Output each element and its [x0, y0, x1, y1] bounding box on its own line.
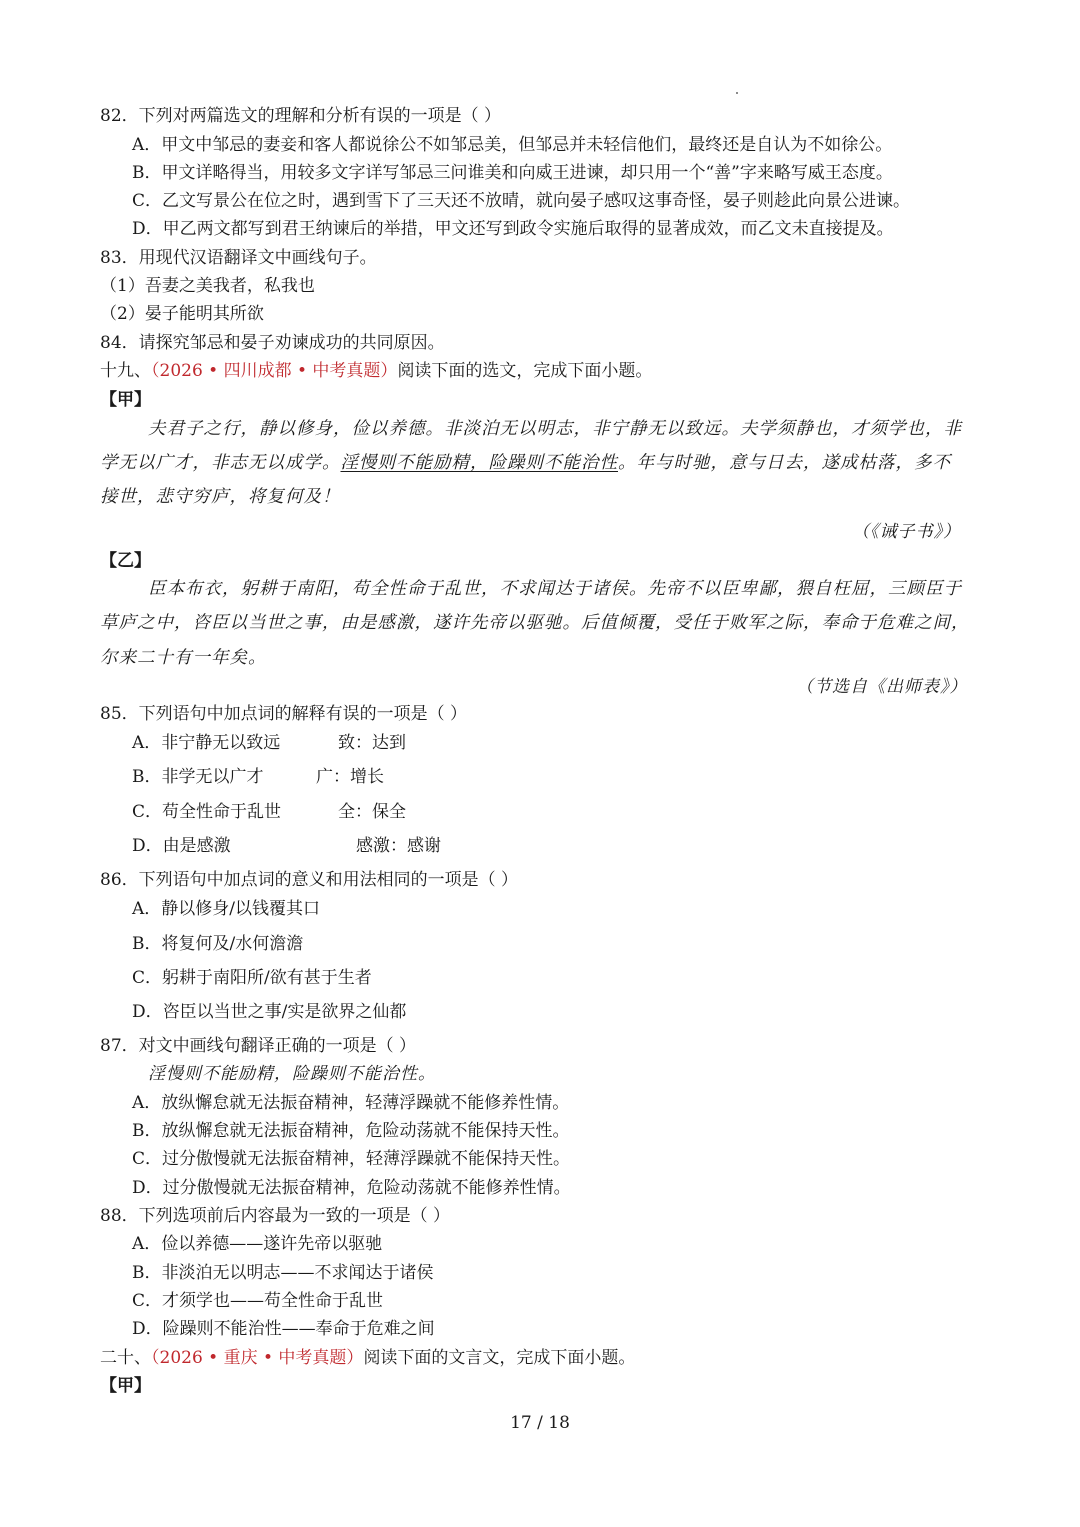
section-20-instruction: 阅读下面的文言文，完成下面小题。: [363, 1348, 636, 1368]
q82-option-c: C．乙文写景公在位之时，遇到雪下了三天还不放晴，就向晏子感叹这事奇怪，晏子则趁此向景公进谏。: [132, 191, 911, 211]
q88-option-b: B．非淡泊无以明志——不求闻达于诸侯: [132, 1263, 434, 1283]
jia-underlined-sentence: 淫慢则不能励精，险躁则不能治性: [340, 453, 618, 473]
q87-option-b: B．放纵懈怠就无法振奋精神，危险动荡就不能保持天性。: [132, 1121, 570, 1141]
yi-passage-line-1: 臣本布衣，躬耕于南阳，苟全性命于乱世，不求闻达于诸侯。先帝不以臣卑鄙，猥自枉屈，三顾臣于: [148, 579, 962, 599]
q82-option-d: D．甲乙两文都写到君王纳谏后的举措，甲文还写到政令实施后取得的显著成效，而乙文未直接提及。: [132, 219, 894, 239]
section-19-jia-label: 【甲】: [100, 390, 151, 410]
q82-option-b: B．甲文详略得当，用较多文字详写邹忌三问谁美和向威王进谏，却只用一个“善”字来略写威王态度。: [132, 163, 893, 183]
section-19-yi-label: 【乙】: [100, 551, 151, 571]
jia-passage-line-2: [100, 452, 951, 474]
q87-option-d: D．过分傲慢就无法振奋精神，危险动荡就不能修养性情。: [132, 1178, 571, 1198]
section-20-header: [100, 1347, 635, 1369]
q82-stem: 82．下列对两篇选文的理解和分析有误的一项是（ ）: [100, 106, 502, 126]
q85-option-b: [132, 766, 264, 788]
q88-stem: 88．下列选项前后内容最为一致的一项是（ ）: [100, 1206, 451, 1226]
q83-item-1: （1）吾妻之美我者，私我也: [100, 276, 315, 296]
q85-option-d: [132, 835, 231, 857]
q86-option-c: C．躬耕于南阳所/欲有甚于生者: [132, 968, 372, 988]
q85-option-a: [132, 732, 280, 754]
q88-option-d: D．险躁则不能治性——奉命于危难之间: [132, 1319, 435, 1339]
q85-option-c: [132, 801, 281, 823]
q83-item-2: （2）晏子能明其所欲: [100, 304, 264, 324]
q85-option-b-gloss: 广：增长: [316, 767, 384, 787]
yi-source: （节选自《出师表》）: [796, 677, 968, 697]
section-20-jia-label: 【甲】: [100, 1376, 151, 1396]
jia-passage-line-2-start: 学无以广才，非志无以成学。: [100, 453, 341, 473]
section-19-instruction: 阅读下面的选文，完成下面小题。: [397, 361, 653, 381]
q88-option-c: C．才须学也——苟全性命于乱世: [132, 1291, 384, 1311]
q88-option-a: A．俭以养德——遂许先帝以驱驰: [132, 1234, 383, 1254]
q85-option-b-text: B．非学无以广才: [132, 767, 264, 787]
q87-quote: 淫慢则不能励精，险躁则不能治性。: [148, 1064, 436, 1084]
q86-stem: 86．下列语句中加点词的意义和用法相同的一项是（ ）: [100, 870, 519, 890]
yi-passage-line-2: 草庐之中，咨臣以当世之事，由是感激，遂许先帝以驱驰。后值倾覆，受任于败军之际，奉命于危难之间，: [100, 613, 970, 633]
q85-stem: 85．下列语句中加点词的解释有误的一项是（ ）: [100, 704, 468, 724]
section-19-source: （2026 • 四川成都 • 中考真题）: [151, 361, 398, 381]
q85-option-c-gloss: 全：保全: [338, 802, 406, 822]
section-20-source: （2026 • 重庆 • 中考真题）: [151, 1348, 364, 1368]
jia-passage-line-1: 夫君子之行，静以修身，俭以养德。非淡泊无以明志，非宁静无以致远。夫学须静也，才须学也，非: [148, 419, 962, 439]
jia-source: （《诫子书》）: [852, 522, 961, 542]
q84-stem: 84．请探究邹忌和晏子劝谏成功的共同原因。: [100, 333, 445, 353]
q87-option-c: C．过分傲慢就无法振奋精神，轻薄浮躁就不能保持天性。: [132, 1149, 571, 1169]
q87-option-a: A．放纵懈怠就无法振奋精神，轻薄浮躁就不能修养性情。: [132, 1093, 570, 1113]
q85-option-a-text: A．非宁静无以致远: [132, 733, 281, 753]
q86-option-a: A．静以修身/以钱覆其口: [132, 899, 321, 919]
q86-option-b: B．将复何及/水何澹澹: [132, 934, 304, 954]
q83-stem: 83．用现代汉语翻译文中画线句子。: [100, 248, 377, 268]
q85-option-a-gloss: 致：达到: [338, 733, 406, 753]
jia-passage-line-3: 接世，悲守穷庐，将复何及！: [100, 487, 341, 507]
yi-passage-line-3: 尔来二十有一年矣。: [100, 648, 267, 668]
q87-stem: 87．对文中画线句翻译正确的一项是（ ）: [100, 1036, 417, 1056]
q85-option-c-text: C．苟全性命于乱世: [132, 802, 282, 822]
scan-speck: [736, 92, 738, 94]
section-19-number: 十九、: [100, 361, 151, 381]
q86-option-d: D．咨臣以当世之事/实是欲界之仙都: [132, 1002, 407, 1022]
q82-option-a: A．甲文中邹忌的妻妾和客人都说徐公不如邹忌美，但邹忌并未轻信他们，最终还是自认为不如徐公。: [132, 135, 893, 155]
section-19-header: [100, 360, 652, 382]
q85-option-d-text: D．由是感激: [132, 836, 231, 856]
page-number: 17 / 18: [510, 1413, 570, 1433]
jia-passage-line-2-end: 。年与时驰，意与日去，遂成枯落，多不: [618, 453, 951, 473]
section-20-number: 二十、: [100, 1348, 151, 1368]
q85-option-d-gloss: 感激：感谢: [356, 836, 441, 856]
